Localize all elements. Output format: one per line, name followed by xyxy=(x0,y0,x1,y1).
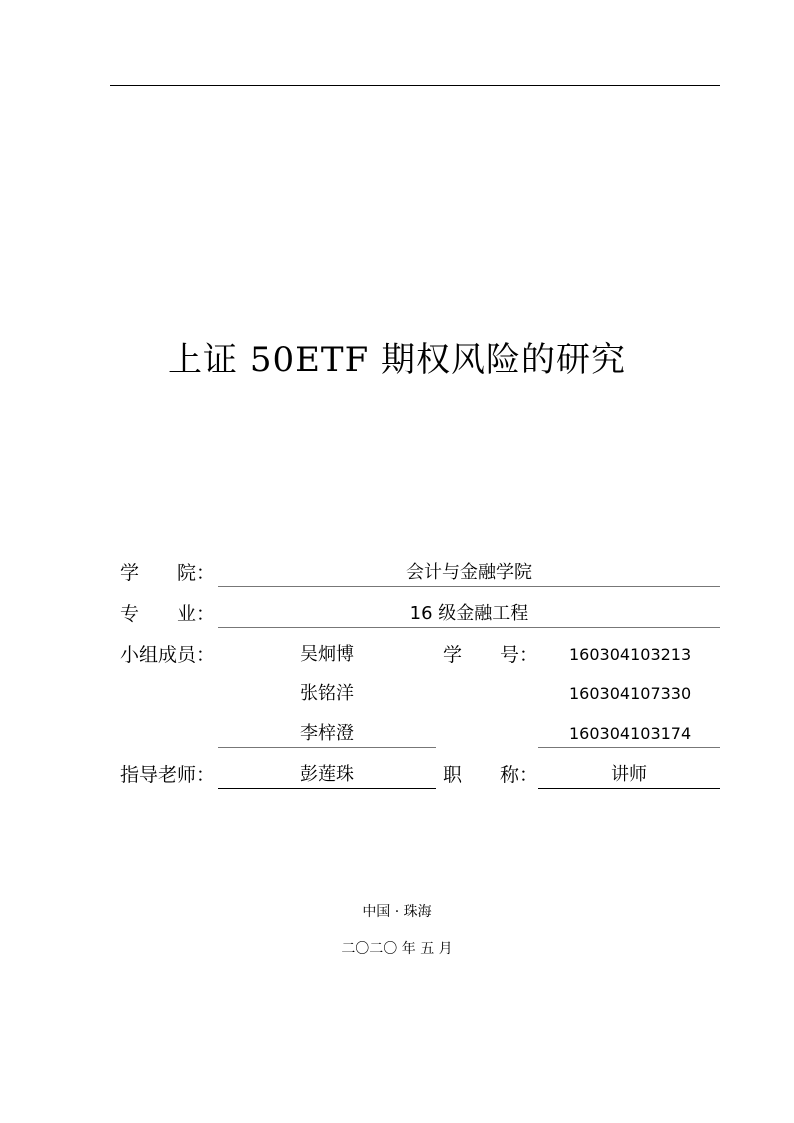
student-id-underline xyxy=(538,747,720,748)
rank-label: 职 称： xyxy=(443,764,539,786)
advisor-value: 彭莲珠 xyxy=(300,764,354,785)
major-underline xyxy=(218,627,720,628)
college-label: 学 院： xyxy=(120,562,216,584)
rank-underline xyxy=(538,788,720,789)
member-student-id: 160304107330 xyxy=(569,684,692,703)
members-underline xyxy=(218,747,436,748)
thesis-title: 上证 50ETF 期权风险的研究 xyxy=(168,340,626,380)
college-underline xyxy=(218,586,720,587)
place-text: 中国 · 珠海 xyxy=(362,904,432,920)
rank-value: 讲师 xyxy=(611,764,647,785)
member-name: 张铭洋 xyxy=(300,683,354,704)
header-rule xyxy=(110,85,720,86)
member-name: 李梓澄 xyxy=(300,723,354,744)
major-label: 专 业： xyxy=(120,603,216,625)
members-label: 小组成员： xyxy=(120,644,216,666)
member-student-id: 160304103213 xyxy=(569,645,692,664)
student-id-label: 学 号： xyxy=(443,644,539,666)
advisor-label: 指导老师： xyxy=(120,764,216,786)
advisor-underline xyxy=(218,788,436,789)
date-text: 二〇二〇 年 五 月 xyxy=(341,941,453,957)
major-value: 16 级金融工程 xyxy=(409,603,529,624)
member-name: 吴炯博 xyxy=(300,644,354,665)
college-value: 会计与金融学院 xyxy=(406,562,532,583)
member-student-id: 160304103174 xyxy=(569,724,692,743)
